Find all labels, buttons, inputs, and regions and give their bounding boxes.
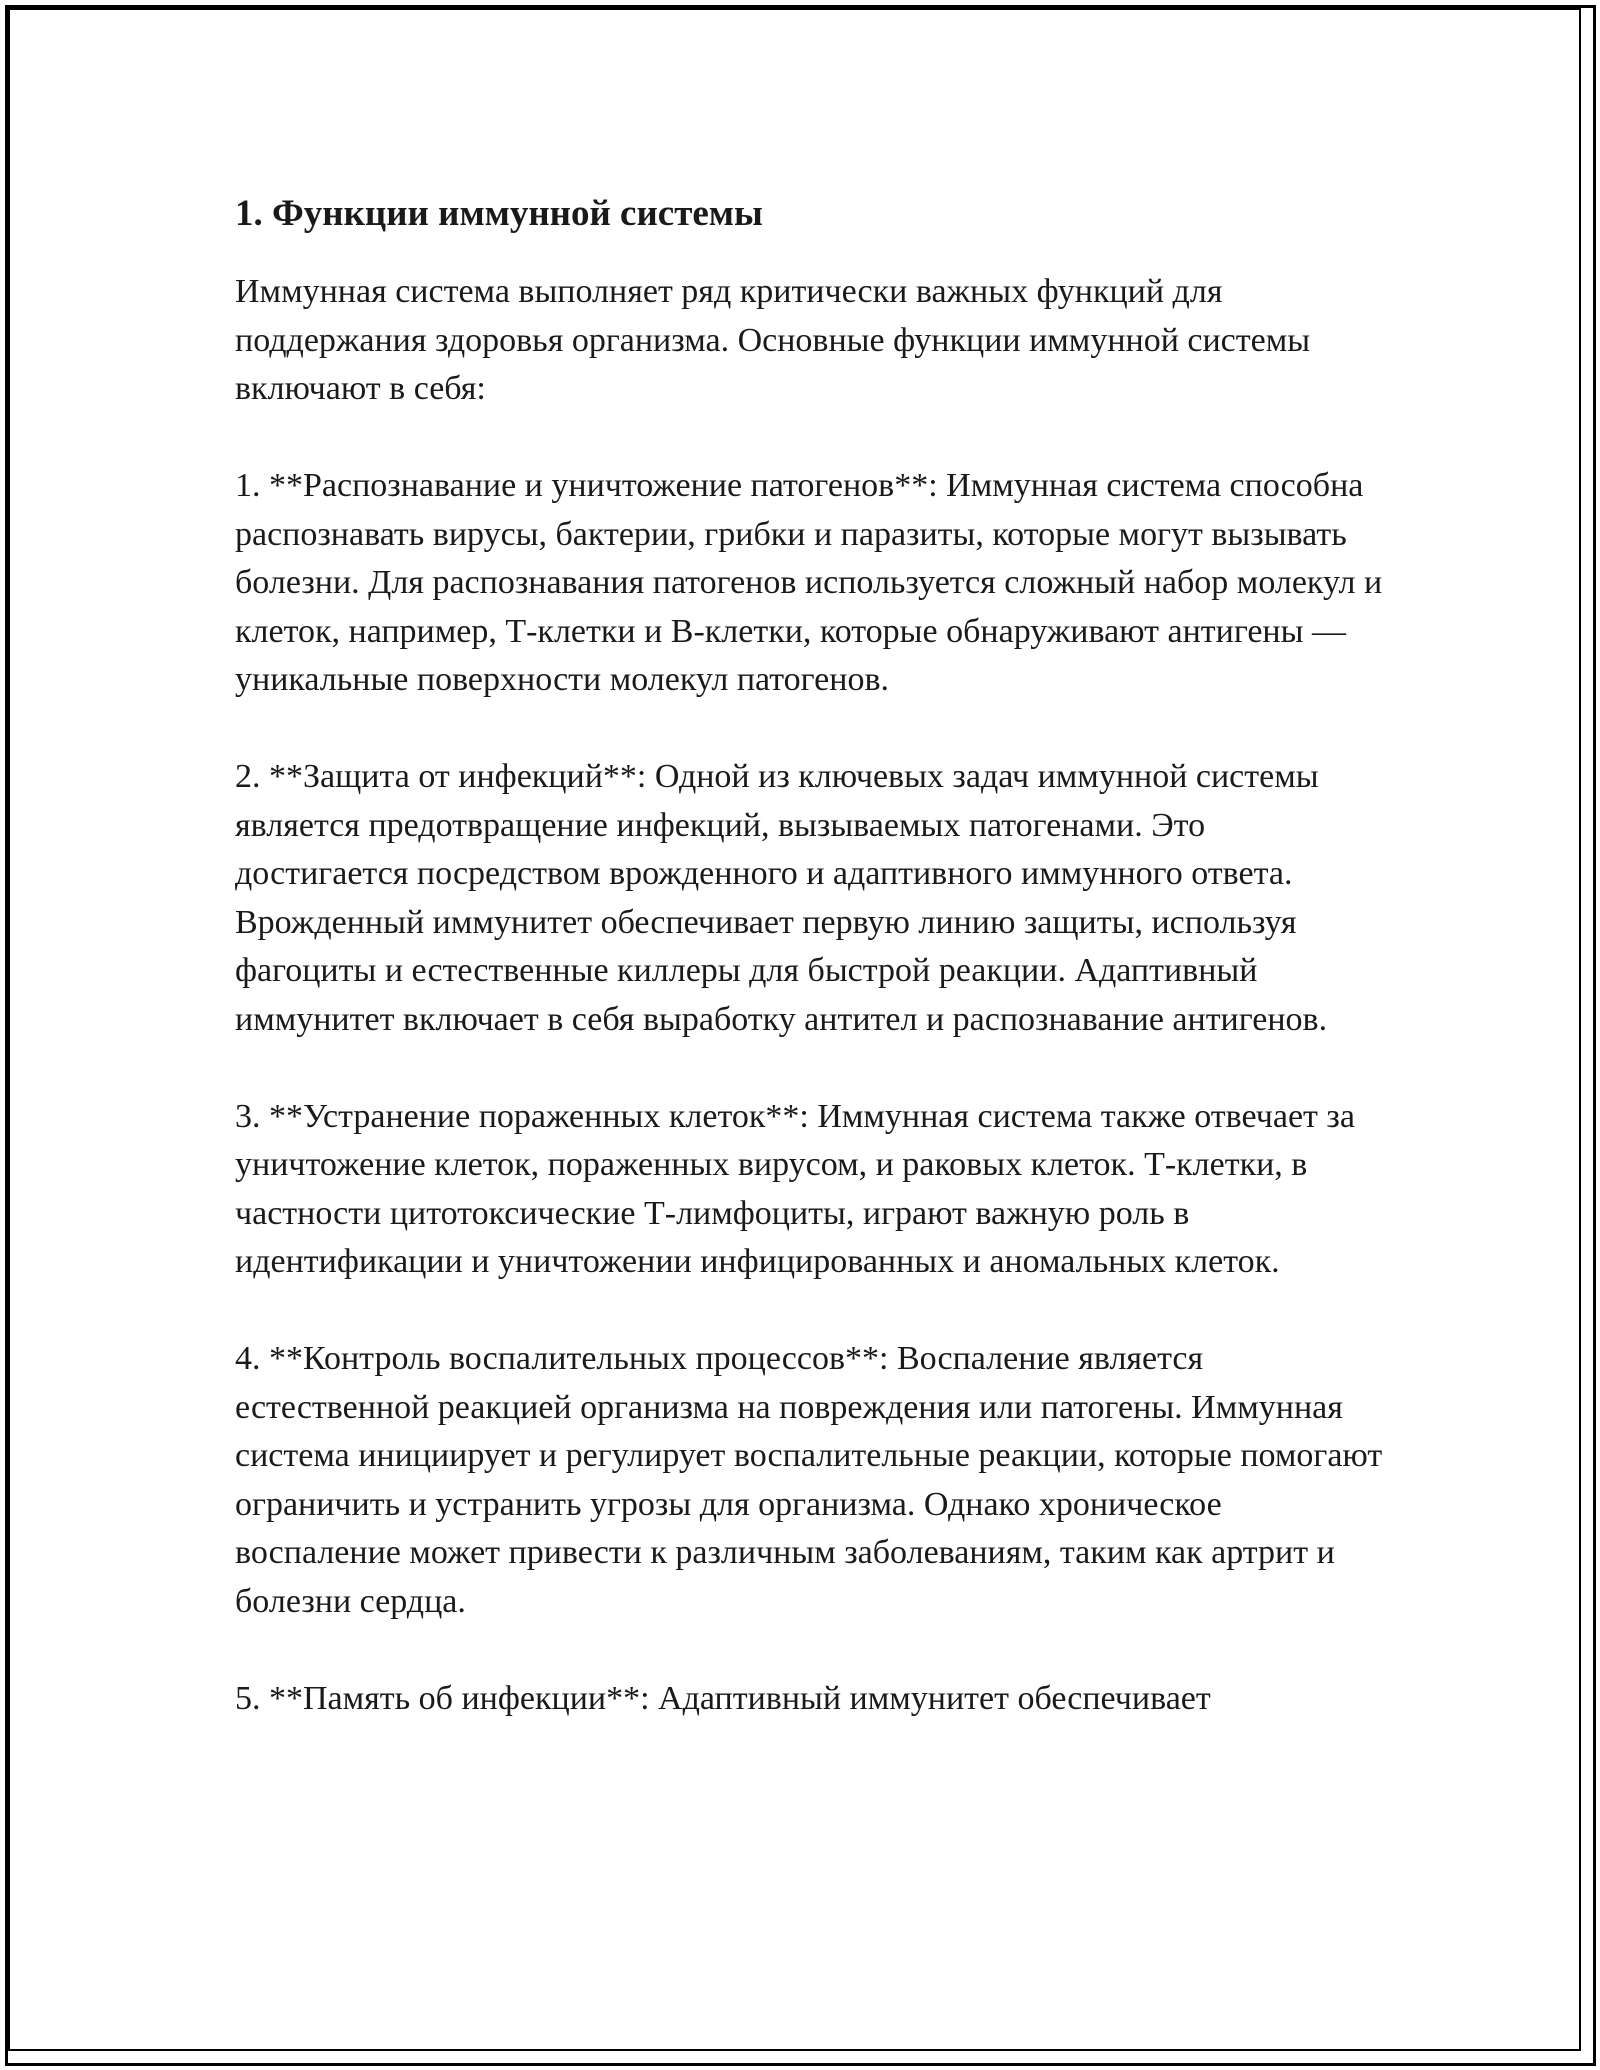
section-heading: 1. Функции иммунной системы (235, 193, 763, 234)
intro-paragraph: Иммунная система выполняет ряд критически важных функций для поддержания здоровья организма. Основные функции иммунной системы включают в себя: (235, 273, 1311, 408)
list-item-infection-protection: 2. **Защита от инфекций**: Одной из ключевых задач иммунной системы является предотвращение инфекций, вызываемых патогенами. Это достигается посредством врожденного и адаптивного иммунного ответа. Врожденный иммунитет обеспечивает первую линию защиты, используя фагоциты и естественные киллеры для быстрой реакции. Адаптивный иммунитет включает в себя выработку антител и распознавание антигенов. (235, 758, 1328, 1038)
list-item-infection-memory: 5. **Память об инфекции**: Адаптивный иммунитет обеспечивает (235, 1679, 1211, 1717)
list-item-inflammation-control: 4. **Контроль воспалительных процессов**: Воспаление является естественной реакцией организма на повреждения или патогены. Иммунная система инициирует и регулирует воспалительные реакции, которые помогают ограничить и устранить угрозы для организма. Однако хроническое воспаление может привести к различным заболеваниям, таким как артрит и болезни сердца. (235, 1340, 1383, 1620)
list-item-pathogen-recognition: 1. **Распознавание и уничтожение патогенов**: Иммунная система способна распознавать вирусы, бактерии, грибки и паразиты, которые могут вызывать болезни. Для распознавания патогенов используется сложный набор молекул и клеток, например, Т-клетки и В-клетки, которые обнаруживают антигены — уникальные поверхности молекул патогенов. (235, 467, 1383, 699)
document-body (235, 180, 1385, 1772)
list-item-damaged-cell-removal: 3. **Устранение пораженных клеток**: Иммунная система также отвечает за уничтожение клеток, пораженных вирусом, и раковых клеток. Т-клетки, в частности цитотоксические Т-лимфоциты, играют важную роль в идентификации и уничтожении инфицированных и аномальных клеток. (235, 1097, 1355, 1281)
